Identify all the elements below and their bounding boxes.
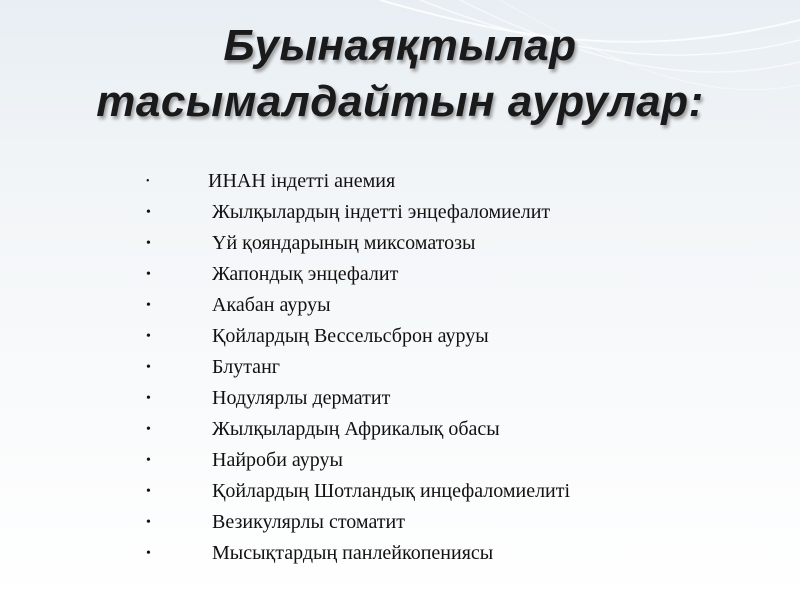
list-item: • Жылқылардың індетті энцефаломиелит <box>140 197 780 228</box>
bullet-icon: • <box>146 453 151 468</box>
list-item: • Жылқылардың Африкалық обасы <box>140 414 780 445</box>
title-line-2: тасымалдайтын аурулар: <box>96 77 704 126</box>
slide-title <box>0 18 800 130</box>
list-item: • Блутанг <box>140 352 780 383</box>
bullet-icon: • <box>146 329 151 344</box>
bullet-icon: • <box>146 515 151 530</box>
list-item: • Найроби ауруы <box>140 445 780 476</box>
list-item: • Акабан ауруы <box>140 290 780 321</box>
bullet-icon: • <box>146 484 151 499</box>
list-item: • Везикулярлы стоматит <box>140 507 780 538</box>
bullet-icon: • <box>146 422 151 437</box>
bullet-icon: • <box>146 546 151 561</box>
bullet-icon: • <box>146 267 151 282</box>
bullet-icon: • <box>146 236 151 251</box>
list-item: • Қойлардың Шотландық инцефаломиелиті <box>140 476 780 507</box>
list-item: • Қойлардың Вессельсброн ауруы <box>140 321 780 352</box>
title-line-1: Буынаяқтылар <box>223 21 577 70</box>
bullet-icon: • <box>146 391 151 406</box>
bullet-icon: • <box>146 360 151 375</box>
bullet-icon: • <box>146 205 151 220</box>
list-item: • Мысықтардың панлейкопениясы <box>140 538 780 569</box>
list-item: • Нодулярлы дерматит <box>140 383 780 414</box>
bullet-icon: • <box>146 298 151 313</box>
bullet-icon: • <box>146 176 150 187</box>
list-item: • ИНАН індетті анемия <box>140 166 780 197</box>
disease-list <box>140 166 780 569</box>
list-item: • Үй қояндарының миксоматозы <box>140 228 780 259</box>
list-item: • Жапондық энцефалит <box>140 259 780 290</box>
